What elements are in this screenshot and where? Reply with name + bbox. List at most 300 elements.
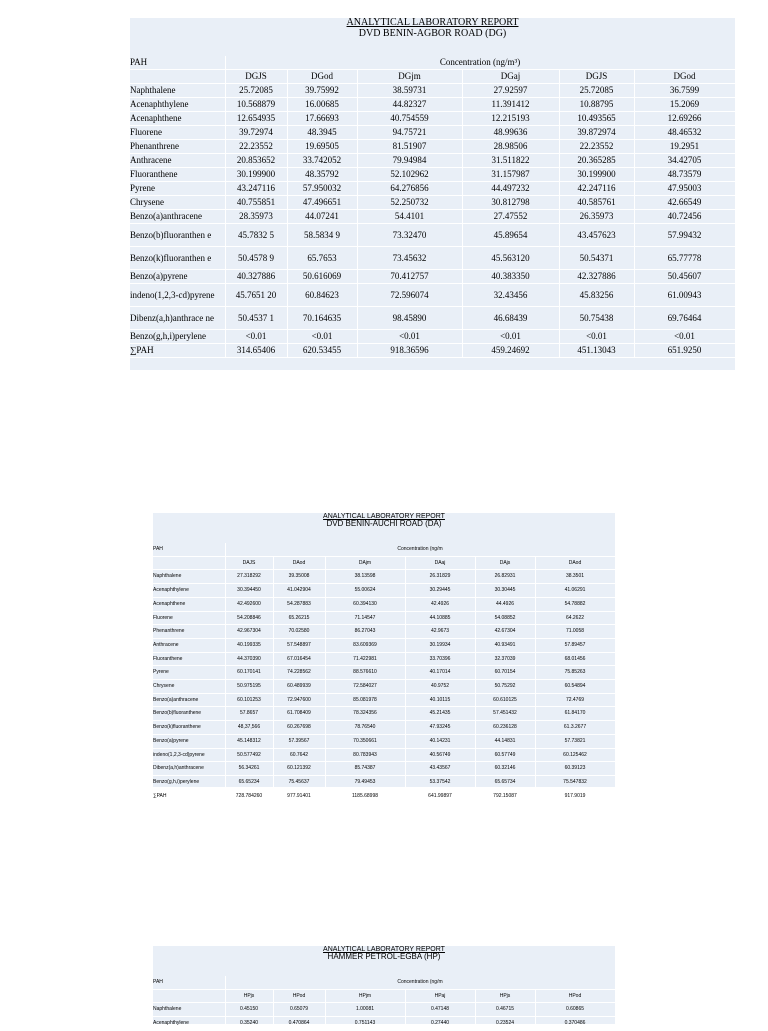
concentration-value: 47.93245 (405, 721, 475, 735)
concentration-value: 65.7653 (287, 247, 357, 270)
concentration-value: 0.46715 (475, 1003, 535, 1017)
concentration-value: 60.84623 (287, 284, 357, 307)
concentration-value: 1.00081 (325, 1003, 405, 1017)
concentration-value: 36.7599 (634, 84, 735, 98)
table-row (130, 196, 735, 210)
concentration-value: 60.39123 (535, 762, 615, 776)
compound-name: Fluoranthene (153, 652, 225, 666)
concentration-value: 57.8657 (225, 707, 273, 721)
concentration-value: 792.15087 (475, 789, 535, 803)
concentration-value: 53.37542 (405, 775, 475, 789)
concentration-value: 65.26215 (273, 611, 325, 625)
concentration-value: 44.07241 (287, 210, 357, 224)
concentration-value: 22.23552 (559, 140, 634, 154)
concentration-value: 60.101253 (225, 693, 273, 707)
concentration-value: <0.01 (559, 330, 634, 344)
concentration-value: 40.755851 (225, 196, 287, 210)
concentration-value: 71.0058 (535, 625, 615, 639)
concentration-value: 50.4578 9 (225, 247, 287, 270)
compound-name: Fluorene (153, 611, 225, 625)
compound-name: Dibenz(a,h)anthracene (153, 762, 225, 776)
concentration-value: 64.276856 (357, 182, 462, 196)
compound-name: Benzo(a)pyrene (153, 734, 225, 748)
concentration-value: 60.32146 (475, 762, 535, 776)
concentration-value: 31.511822 (462, 154, 559, 168)
concentration-value: 32.37039 (475, 652, 535, 666)
table-row (130, 344, 735, 358)
concentration-value: 42.967304 (225, 625, 273, 639)
concentration-value: 451.13043 (559, 344, 634, 358)
concentration-value: 46.68439 (462, 307, 559, 330)
concentration-value: 83.609369 (325, 638, 405, 652)
report-hammer-petrol (153, 946, 615, 1027)
concentration-value: 45.148312 (225, 734, 273, 748)
concentration-value: <0.01 (462, 330, 559, 344)
report-subtitle: HAMMER PETROL-EGBA (HP) (327, 952, 441, 962)
concentration-value: 38.13598 (325, 570, 405, 584)
concentration-value: 60.170141 (225, 666, 273, 680)
concentration-value: 0.370486 (535, 1017, 615, 1031)
concentration-value: 50.54371 (559, 247, 634, 270)
concentration-value: 12.69266 (634, 112, 735, 126)
table-row (153, 762, 615, 776)
table-row (153, 597, 615, 611)
concentration-value: 26.31829 (405, 570, 475, 584)
compound-name: Phenanthrene (130, 140, 225, 154)
concentration-value: 39.72974 (225, 126, 287, 140)
concentration-value: 27.47552 (462, 210, 559, 224)
table-row (153, 721, 615, 735)
pah-header: PAH (153, 976, 225, 989)
column-header: DAaj (405, 556, 475, 570)
concentration-value: 34.42705 (634, 154, 735, 168)
table-row (153, 666, 615, 680)
concentration-value: 60.70154 (475, 666, 535, 680)
table-row (153, 652, 615, 666)
column-header: HPjs (475, 989, 535, 1003)
compound-name: Anthracene (153, 638, 225, 652)
compound-name: Naphthalene (130, 84, 225, 98)
concentration-value: 0.470864 (273, 1017, 325, 1031)
concentration-value: 79.49453 (325, 775, 405, 789)
concentration-value: 1185.68998 (325, 789, 405, 803)
compound-name: Benzo(a)anthracene (153, 693, 225, 707)
concentration-value: 73.45632 (357, 247, 462, 270)
concentration-value: 0.751143 (325, 1017, 405, 1031)
concentration-value: 19.69505 (287, 140, 357, 154)
compound-name: Benzo(a)anthracene (130, 210, 225, 224)
concentration-value: 50.616069 (287, 270, 357, 284)
concentration-value: 43.247116 (225, 182, 287, 196)
table-row (130, 270, 735, 284)
concentration-value: 30.394450 (225, 584, 273, 598)
table-row (130, 168, 735, 182)
concentration-value: 40.56749 (405, 748, 475, 762)
concentration-value: 69.76464 (634, 307, 735, 330)
empty-header-cell (130, 70, 225, 84)
concentration-value: 48.46532 (634, 126, 735, 140)
compound-name: Naphthalene (153, 570, 225, 584)
concentration-value: 43.457623 (559, 224, 634, 247)
column-header: HPod (273, 989, 325, 1003)
concentration-value: 20.853652 (225, 154, 287, 168)
concentration-value: 0.47148 (405, 1003, 475, 1017)
compound-name: Anthracene (130, 154, 225, 168)
concentration-value: 48,37,566 (225, 721, 273, 735)
concentration-value: 50.4537 1 (225, 307, 287, 330)
table-row (153, 570, 615, 584)
concentration-value: 50.75292 (475, 680, 535, 694)
compound-name: Dibenz(a,h)anthrace ne (130, 307, 225, 330)
concentration-value: 40.9752 (405, 680, 475, 694)
column-header: HPaj (405, 989, 475, 1003)
concentration-value: 70.02580 (273, 625, 325, 639)
concentration-value: 65.65734 (475, 775, 535, 789)
compound-name: Chrysene (153, 680, 225, 694)
report-title-block (130, 18, 735, 39)
table-row (153, 638, 615, 652)
concentration-value: 0.45150 (225, 1003, 273, 1017)
concentration-value: 57.73821 (535, 734, 615, 748)
concentration-value: 38.59731 (357, 84, 462, 98)
compound-name: Phenanthrene (153, 625, 225, 639)
concentration-value: 79.94984 (357, 154, 462, 168)
table-row (130, 140, 735, 154)
column-header: DGaj (462, 70, 559, 84)
concentration-value: 33.70396 (405, 652, 475, 666)
pah-table (130, 56, 736, 358)
concentration-value: 60.7642 (273, 748, 325, 762)
concentration-value: 70.164635 (287, 307, 357, 330)
concentration-value: 40.754559 (357, 112, 462, 126)
concentration-value: 50.45607 (634, 270, 735, 284)
concentration-value: 47.496651 (287, 196, 357, 210)
compound-name: Chrysene (130, 196, 225, 210)
concentration-value: 42.247116 (559, 182, 634, 196)
concentration-value: 32.43456 (462, 284, 559, 307)
concentration-value: 50.577492 (225, 748, 273, 762)
compound-name: Benzo(g,h,i)perylene (153, 775, 225, 789)
concentration-value: 15.2069 (634, 98, 735, 112)
report-benin-auchi (153, 513, 615, 799)
concentration-value: 40.93491 (475, 638, 535, 652)
concentration-value: 45.21435 (405, 707, 475, 721)
concentration-value: 54.78882 (535, 597, 615, 611)
concentration-value: 12.215193 (462, 112, 559, 126)
column-header: DAod (535, 556, 615, 570)
table-row (130, 154, 735, 168)
concentration-value: 40.585761 (559, 196, 634, 210)
compound-name: ∑PAH (130, 344, 225, 358)
column-header: DGod (287, 70, 357, 84)
column-header: DAjs (475, 556, 535, 570)
table-row (153, 680, 615, 694)
concentration-value: 61.84170 (535, 707, 615, 721)
concentration-value: 72.4769 (535, 693, 615, 707)
concentration-value: 16.00685 (287, 98, 357, 112)
concentration-value: 41.06291 (535, 584, 615, 598)
table-row (130, 84, 735, 98)
concentration-value: 58.5834 9 (287, 224, 357, 247)
concentration-value: 48.73579 (634, 168, 735, 182)
concentration-value: 41.042904 (273, 584, 325, 598)
concentration-value: 12.654935 (225, 112, 287, 126)
concentration-value: 728.784260 (225, 789, 273, 803)
table-row (130, 182, 735, 196)
concentration-value: 60.57749 (475, 748, 535, 762)
concentration-value: 70.412757 (357, 270, 462, 284)
column-header: HPjs (225, 989, 273, 1003)
concentration-value: 40.72456 (634, 210, 735, 224)
concentration-value: 918.36596 (357, 344, 462, 358)
concentration-value: 40.10115 (405, 693, 475, 707)
concentration-value: 42.327886 (559, 270, 634, 284)
concentration-value: 314.65406 (225, 344, 287, 358)
table-row (153, 1003, 615, 1017)
concentration-value: 28.35973 (225, 210, 287, 224)
concentration-value: 54.4101 (357, 210, 462, 224)
table-row (153, 584, 615, 598)
compound-name: Benzo(g,h,i)perylene (130, 330, 225, 344)
table-row (153, 748, 615, 762)
table-row (130, 112, 735, 126)
column-header: HPjm (325, 989, 405, 1003)
compound-name: Benzo(k)fluoranthen e (130, 247, 225, 270)
concentration-value: 57.39567 (273, 734, 325, 748)
table-row (130, 307, 735, 330)
concentration-value: 42.66549 (634, 196, 735, 210)
report-title: ANALYTICAL LABORATORY REPORT (346, 17, 519, 28)
concentration-value: 0.23524 (475, 1017, 535, 1031)
compound-name: Benzo(b)fluoranthen e (130, 224, 225, 247)
concentration-value: 45.563120 (462, 247, 559, 270)
empty-header-cell (153, 556, 225, 570)
concentration-value: 54.287883 (273, 597, 325, 611)
concentration-value: 54.08852 (475, 611, 535, 625)
concentration-value: 72.947600 (273, 693, 325, 707)
column-header: DGod (634, 70, 735, 84)
compound-name: Benzo(b)fluoranthene (153, 707, 225, 721)
concentration-value: 57.89457 (535, 638, 615, 652)
concentration-value: 17.66693 (287, 112, 357, 126)
concentration-value: 44.370390 (225, 652, 273, 666)
concentration-value: 70.350661 (325, 734, 405, 748)
concentration-value: 72.584027 (325, 680, 405, 694)
concentration-value: 44.4926 (475, 597, 535, 611)
concentration-value: 68.01456 (535, 652, 615, 666)
concentration-value: 19.2951 (634, 140, 735, 154)
concentration-value: 39.75992 (287, 84, 357, 98)
concentration-value: 977.91401 (273, 789, 325, 803)
concentration-value: 75.547832 (535, 775, 615, 789)
concentration-value: 40.14231 (405, 734, 475, 748)
concentration-value: 40.199335 (225, 638, 273, 652)
concentration-value: 459.24692 (462, 344, 559, 358)
concentration-value: 48.3945 (287, 126, 357, 140)
table-row (153, 775, 615, 789)
pah-table (153, 543, 616, 803)
compound-name: Acenaphthylene (153, 1017, 225, 1031)
concentration-value: 40.383350 (462, 270, 559, 284)
compound-name: Pyrene (130, 182, 225, 196)
concentration-value: 27.92597 (462, 84, 559, 98)
concentration-value: 42.9673 (405, 625, 475, 639)
empty-header-cell (153, 989, 225, 1003)
concentration-value: 71.14547 (325, 611, 405, 625)
concentration-value: 50.975195 (225, 680, 273, 694)
table-row (153, 789, 615, 803)
table-row (130, 247, 735, 270)
concentration-value: 641.99897 (405, 789, 475, 803)
concentration-value: 25.72085 (225, 84, 287, 98)
table-row (153, 693, 615, 707)
concentration-value: 30.199900 (225, 168, 287, 182)
column-header: HPod (535, 989, 615, 1003)
concentration-value: 85.74387 (325, 762, 405, 776)
concentration-value: 38.3501 (535, 570, 615, 584)
concentration-value: 61.00943 (634, 284, 735, 307)
concentration-value: 30.199900 (559, 168, 634, 182)
column-header: DAjm (325, 556, 405, 570)
compound-name: Naphthalene (153, 1003, 225, 1017)
concentration-value: 65.65234 (225, 775, 273, 789)
concentration-value: 75.45637 (273, 775, 325, 789)
concentration-value: 42.492600 (225, 597, 273, 611)
concentration-value: 57.451432 (475, 707, 535, 721)
concentration-value: 22.23552 (225, 140, 287, 154)
concentration-value: 45.83256 (559, 284, 634, 307)
concentration-value: 10.88795 (559, 98, 634, 112)
concentration-value: 75.85263 (535, 666, 615, 680)
concentration-value: 48.99636 (462, 126, 559, 140)
concentration-value: 61.3.2677 (535, 721, 615, 735)
compound-name: Acenaphthylene (153, 584, 225, 598)
concentration-value: 73.32470 (357, 224, 462, 247)
concentration-value: 43.43567 (405, 762, 475, 776)
concentration-value: 42.4926 (405, 597, 475, 611)
concentration-value: 60.394130 (325, 597, 405, 611)
concentration-value: 45.89654 (462, 224, 559, 247)
concentration-value: 44.497232 (462, 182, 559, 196)
concentration-value: 56.34261 (225, 762, 273, 776)
compound-name: Acenaphthene (153, 597, 225, 611)
table-row (130, 224, 735, 247)
compound-name: indeno(1,2,3-cd)pyrene (153, 748, 225, 762)
column-header: DAod (273, 556, 325, 570)
concentration-value: 0.35240 (225, 1017, 273, 1031)
table-row (153, 625, 615, 639)
concentration-value: 44.82327 (357, 98, 462, 112)
concentration-value: 52.250732 (357, 196, 462, 210)
concentration-value: 60.121392 (273, 762, 325, 776)
report-subtitle: DVD BENIN-AGBOR ROAD (DG) (358, 27, 507, 39)
concentration-value: 917.9019 (535, 789, 615, 803)
table-row (153, 611, 615, 625)
compound-name: Benzo(k)fluoranthene (153, 721, 225, 735)
report-benin-agbor (130, 18, 735, 370)
concentration-value: 40.17014 (405, 666, 475, 680)
compound-name: Fluoranthene (130, 168, 225, 182)
concentration-value: 651.9250 (634, 344, 735, 358)
compound-name: Benzo(a)pyrene (130, 270, 225, 284)
compound-name: ∑PAH (153, 789, 225, 803)
report-subtitle: DVD BENIN-AUCHI ROAD (DA) (326, 519, 442, 529)
concentration-value: 10.493565 (559, 112, 634, 126)
concentration-value: 30.812798 (462, 196, 559, 210)
concentration-value: 33.742052 (287, 154, 357, 168)
concentration-value: <0.01 (357, 330, 462, 344)
concentration-header: Concentration (ng/m (225, 543, 615, 556)
concentration-value: 65.77778 (634, 247, 735, 270)
concentration-value: 72.596074 (357, 284, 462, 307)
concentration-header: Concentration (ng/m³) (225, 56, 735, 70)
report-title: ANALYTICAL LABORATORY REPORT (323, 946, 445, 953)
concentration-value: 30.29445 (405, 584, 475, 598)
concentration-value: 60.267698 (273, 721, 325, 735)
concentration-header: Concentration (ng/m (225, 976, 615, 989)
column-header-row (153, 556, 615, 570)
table-row (153, 707, 615, 721)
concentration-value: <0.01 (287, 330, 357, 344)
concentration-value: 80.783943 (325, 748, 405, 762)
table-row (130, 284, 735, 307)
concentration-value: 67.016454 (273, 652, 325, 666)
concentration-value: 60.489939 (273, 680, 325, 694)
concentration-value: 0.27440 (405, 1017, 475, 1031)
concentration-value: 0.60865 (535, 1003, 615, 1017)
concentration-value: 60.54894 (535, 680, 615, 694)
concentration-value: 20.365285 (559, 154, 634, 168)
column-header-row (130, 70, 735, 84)
concentration-value: 26.82931 (475, 570, 535, 584)
concentration-value: <0.01 (634, 330, 735, 344)
concentration-value: 28.98506 (462, 140, 559, 154)
column-header: DAJS (225, 556, 273, 570)
report-title-block (153, 513, 615, 529)
concentration-value: 60.125462 (535, 748, 615, 762)
concentration-value: 81.51907 (357, 140, 462, 154)
concentration-value: 78.76540 (325, 721, 405, 735)
concentration-value: 50.75438 (559, 307, 634, 330)
concentration-value: 25.72085 (559, 84, 634, 98)
table-row (153, 1017, 615, 1031)
column-header: DGJS (559, 70, 634, 84)
pah-header: PAH (153, 543, 225, 556)
table-row (153, 734, 615, 748)
concentration-value: 57.99432 (634, 224, 735, 247)
concentration-value: 64.2622 (535, 611, 615, 625)
concentration-value: 94.75721 (357, 126, 462, 140)
concentration-value: 57.548897 (273, 638, 325, 652)
column-header: DGjm (357, 70, 462, 84)
concentration-value: 88.576610 (325, 666, 405, 680)
concentration-value: 42.67304 (475, 625, 535, 639)
report-title-block (153, 946, 615, 962)
concentration-value: 60.610125 (475, 693, 535, 707)
concentration-value: 48.35792 (287, 168, 357, 182)
concentration-value: 45.7651 20 (225, 284, 287, 307)
concentration-value: 0.65079 (273, 1003, 325, 1017)
header-row (153, 976, 615, 989)
table-row (130, 330, 735, 344)
concentration-value: 61.708409 (273, 707, 325, 721)
concentration-value: 98.45890 (357, 307, 462, 330)
concentration-value: 10.568879 (225, 98, 287, 112)
compound-name: Pyrene (153, 666, 225, 680)
concentration-value: 40.327886 (225, 270, 287, 284)
concentration-value: 85.081978 (325, 693, 405, 707)
column-header-row (153, 989, 615, 1003)
